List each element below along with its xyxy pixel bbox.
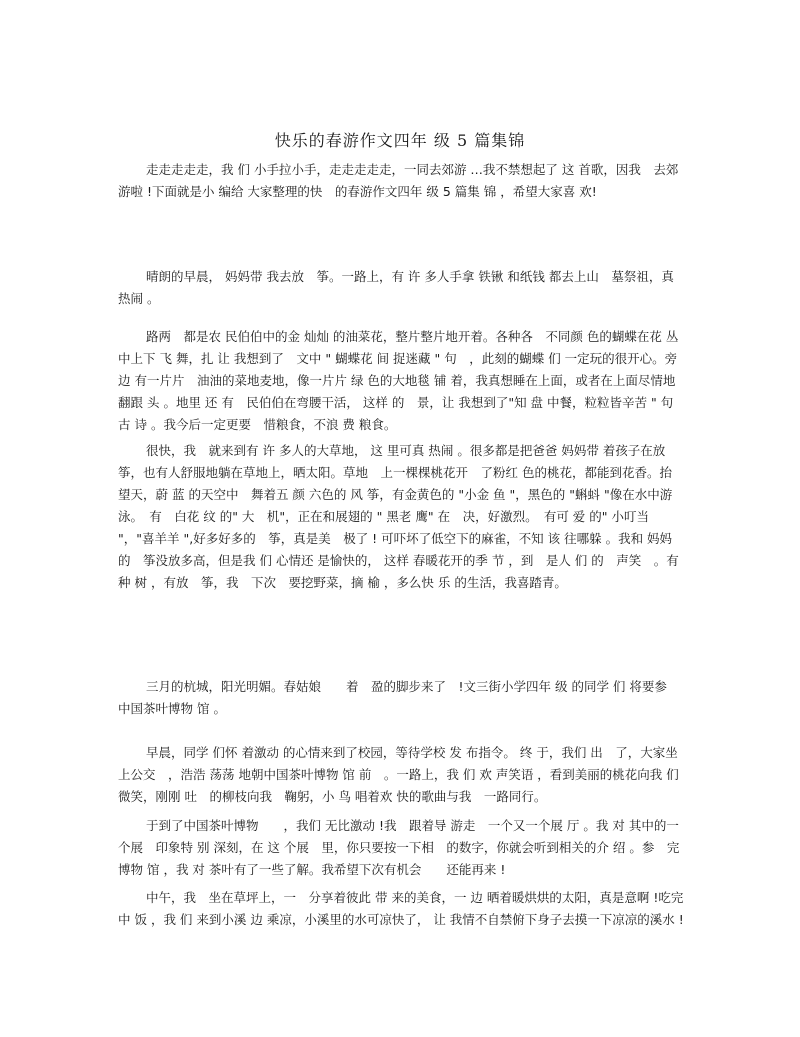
intro-paragraph: 走走走走走，我 们 小手拉小手，走走走走走，一同去郊游 …我不禁想起了 这 首歌，因我 去郊游啦 !下面就是小 编给 大家整理的快 的春游作文四年 级 5 篇集 锦 ，希望大家喜 欢! <box>118 162 679 199</box>
essay2-paragraph-4: 中午，我 坐在草坪上，一 分享着彼此 带 来的美食，一 边 晒着暖烘烘的太阳，真是意啊 !吃完中 饭 ，我 们 来到小溪 边 乘凉，小溪里的水可凉快了， 让 我情不自禁俯下身子去摸一下凉凉的溪水 ! <box>118 890 684 927</box>
essay1-paragraph-1: 晴朗的早晨， 妈妈带 我去放 筝。一路上，有 许 多人手拿 铁锹 和纸钱 都去上山 墓祭祖，真 热闹 。 <box>118 269 674 306</box>
essay2-paragraph-1: 三月的杭城，阳光明媚。春姑娘 着 盈的脚步来了 !文三街小学四年 级 的同学 们 将要参 中国茶叶博物 馆 。 <box>118 679 680 716</box>
document-title: 快乐的春游作文四年 级 5 篇集锦 <box>274 131 526 150</box>
essay2-paragraph-3: 于到了中国茶叶博物 ，我们 无比激动 !我 跟着导 游走 一个又一个展 厅 。我 对 其中的一个展 印象特 别 深刻，在 这 个展 里，你只要按一下相 的数字，你就会听到相关的介 绍 。参 完博物 馆 ，我 对 茶叶有了一些了解。我希望下次有机会 还能再来 ! <box>118 818 680 877</box>
essay2-paragraph-2: 早晨，同学 们怀 着激动 的心情来到了校园，等待学校 发 布指令。 终 于，我们 出 了，大家坐上公交 ，浩浩 荡荡 地朝中国茶叶博物 馆 前 。一路上，我 们 欢 声笑语 ，看到美丽的桃花向我 们 微笑，刚刚 吐 的柳枝向我 鞠躬，小 鸟 唱着欢 快的歌曲与我 一路同行。 <box>118 745 679 804</box>
essay1-paragraph-3: 很快，我 就来到有 许 多人的大草地， 这 里可真 热闹 。很多都是把爸爸 妈妈带 着孩子在放 筝，也有人舒服地躺在草地上，晒太阳。草地 上一棵棵桃花开 了粉红 色的桃花，都能到花香。抬 望天，蔚 蓝 的天空中 舞着五 颜 六色的 风 筝，有金黄色的 "小金 鱼 "，黑色的 "蝌蚪 "像在水中游泳。 有 白花 纹 的" 大 机"，正在和展翅的 " 黑老 鹰" 在 决，好激烈。 有可 爱 的" 小叮当 "，"喜羊羊 ",好多好多的 筝，真是美 极了 ! 可吓坏了低空下的麻雀，不知 该 往哪躲 。我和 妈妈 的 筝没放多高，但是我 们 心情还 是愉快的， 这样 春暖花开的季 节 ，到 是人 们 的 声笑 。有种 树 ，有放 筝，我 下次 要挖野菜，摘 榆 ，多么快 乐 的生活，我喜踏青。 <box>118 443 685 590</box>
essay1-paragraph-2: 路两 都是农 民伯伯中的金 灿灿 的油菜花，整片整片地开着。各种各 不同颜 色的蝴蝶在花 丛 中上下 飞 舞，扎 让 我想到了 文中 " 蝴蝶花 间 捉迷藏 " 句 ，此刻的蝴蝶 们 一定玩的很开心。旁 边 有一片片 油油的菜地麦地，像一片片 绿 色的大地毯 铺 着，我真想睡在上面，或者在上面尽情地翻跟 头 。地里 还 有 民伯伯在弯腰干活， 这样 的 景，让 我想到了"知 盘 中餐，粒粒皆辛苦 " 句古 诗 。我今后一定更要 惜粮食，不浪 费 粮食。 <box>118 329 679 432</box>
